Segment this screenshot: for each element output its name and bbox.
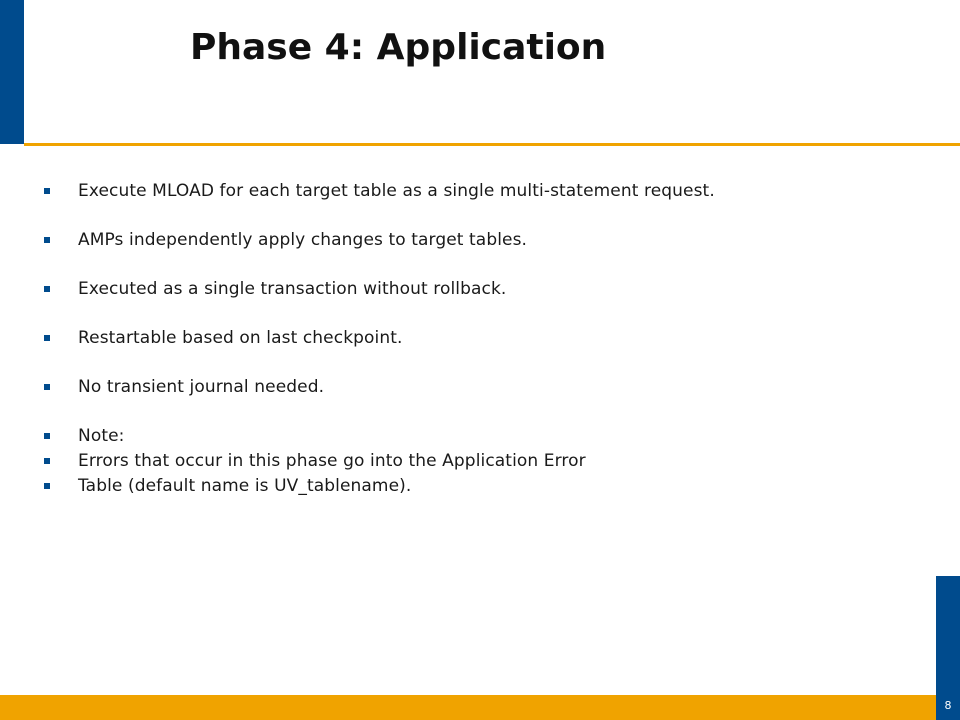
slide-title: Phase 4: Application [190, 27, 607, 68]
bullet-text: Restartable based on last checkpoint. [78, 328, 403, 348]
bullet-square-icon [44, 188, 50, 194]
page-number: 8 [944, 699, 952, 712]
bullet-item [40, 179, 715, 203]
title-divider [24, 143, 960, 146]
bullet-item [40, 375, 324, 399]
bullet-square-icon [44, 237, 50, 243]
bullet-square-icon [44, 335, 50, 341]
bottom-accent-bar [0, 695, 960, 720]
bullet-square-icon [44, 458, 50, 464]
bullet-item [40, 228, 527, 252]
bullet-item [40, 424, 124, 448]
bullet-text: AMPs independently apply changes to target tables. [78, 230, 528, 250]
left-accent-bar [0, 0, 24, 144]
bullet-square-icon [44, 384, 50, 390]
bullet-text: Executed as a single transaction without rollback. [78, 279, 507, 299]
bullet-item [40, 277, 506, 301]
bullet-text: Errors that occur in this phase go into the Application Error [78, 451, 586, 471]
bullet-square-icon [44, 483, 50, 489]
bullet-text: Table (default name is UV_tablename). [78, 476, 412, 496]
bullet-text: No transient journal needed. [78, 377, 325, 397]
bullet-item [40, 326, 403, 350]
bullet-text: Note: [78, 426, 125, 446]
bullet-item [40, 449, 586, 473]
bullet-square-icon [44, 286, 50, 292]
bullet-square-icon [44, 433, 50, 439]
bullet-text: Execute MLOAD for each target table as a single multi-statement request. [78, 181, 715, 201]
bullet-item [40, 474, 411, 498]
